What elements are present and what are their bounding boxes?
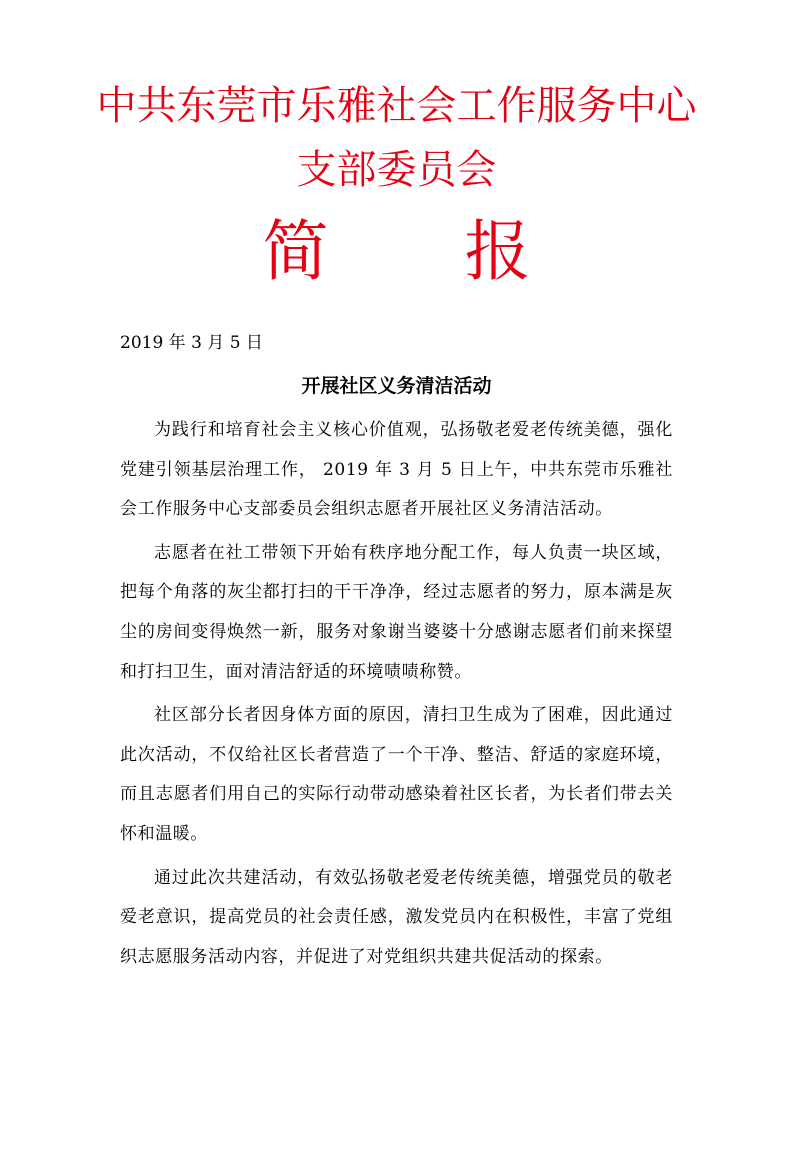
report-date: 2019 年 3 月 5 日 — [120, 333, 263, 353]
headline-char-1: 简 — [262, 213, 329, 290]
article-body — [120, 411, 673, 981]
bulletin-headline — [0, 212, 793, 292]
article-title: 开展社区义务清洁活动 — [301, 375, 492, 397]
paragraph-1: 为践行和培育社会主义核心价值观，弘扬敬老爱老传统美德，强化党建引领基层治理工作， 2019 年 3 月 5 日上午，中共东莞市乐雅社会工作服务中心支部委员会组织志愿者开展社区义务清洁活动。 — [120, 420, 673, 520]
paragraph-4: 通过此次共建活动，有效弘扬敬老爱老传统美德，增强党员的敬老爱老意识，提高党员的社会责任感，激发党员内在积极性，丰富了党组织志愿服务活动内容，并促进了对党组织共建共促活动的探索。 — [120, 867, 673, 967]
organization-name-line-1: 中共东莞市乐雅社会工作服务中心 — [96, 83, 697, 129]
paragraph-3: 社区部分长者因身体方面的原因，清扫卫生成为了困难，因此通过此次活动，不仅给社区长者营造了一个干净、整洁、舒适的家庭环境，而且志愿者们用自己的实际行动带动感染着社区长者，为长者们带去关怀和温暖。 — [120, 705, 673, 844]
paragraph-2: 志愿者在社工带领下开始有秩序地分配工作，每人负责一块区域，把每个角落的灰尘都打扫的干干净净，经过志愿者的努力，原本满是灰尘的房间变得焕然一新，服务对象谢当婆婆十分感谢志愿者们前来探望和打扫卫生，面对清洁舒适的环境啧啧称赞。 — [120, 542, 673, 682]
headline-char-2: 报 — [464, 213, 531, 290]
organization-name-line-2: 支部委员会 — [296, 147, 497, 193]
